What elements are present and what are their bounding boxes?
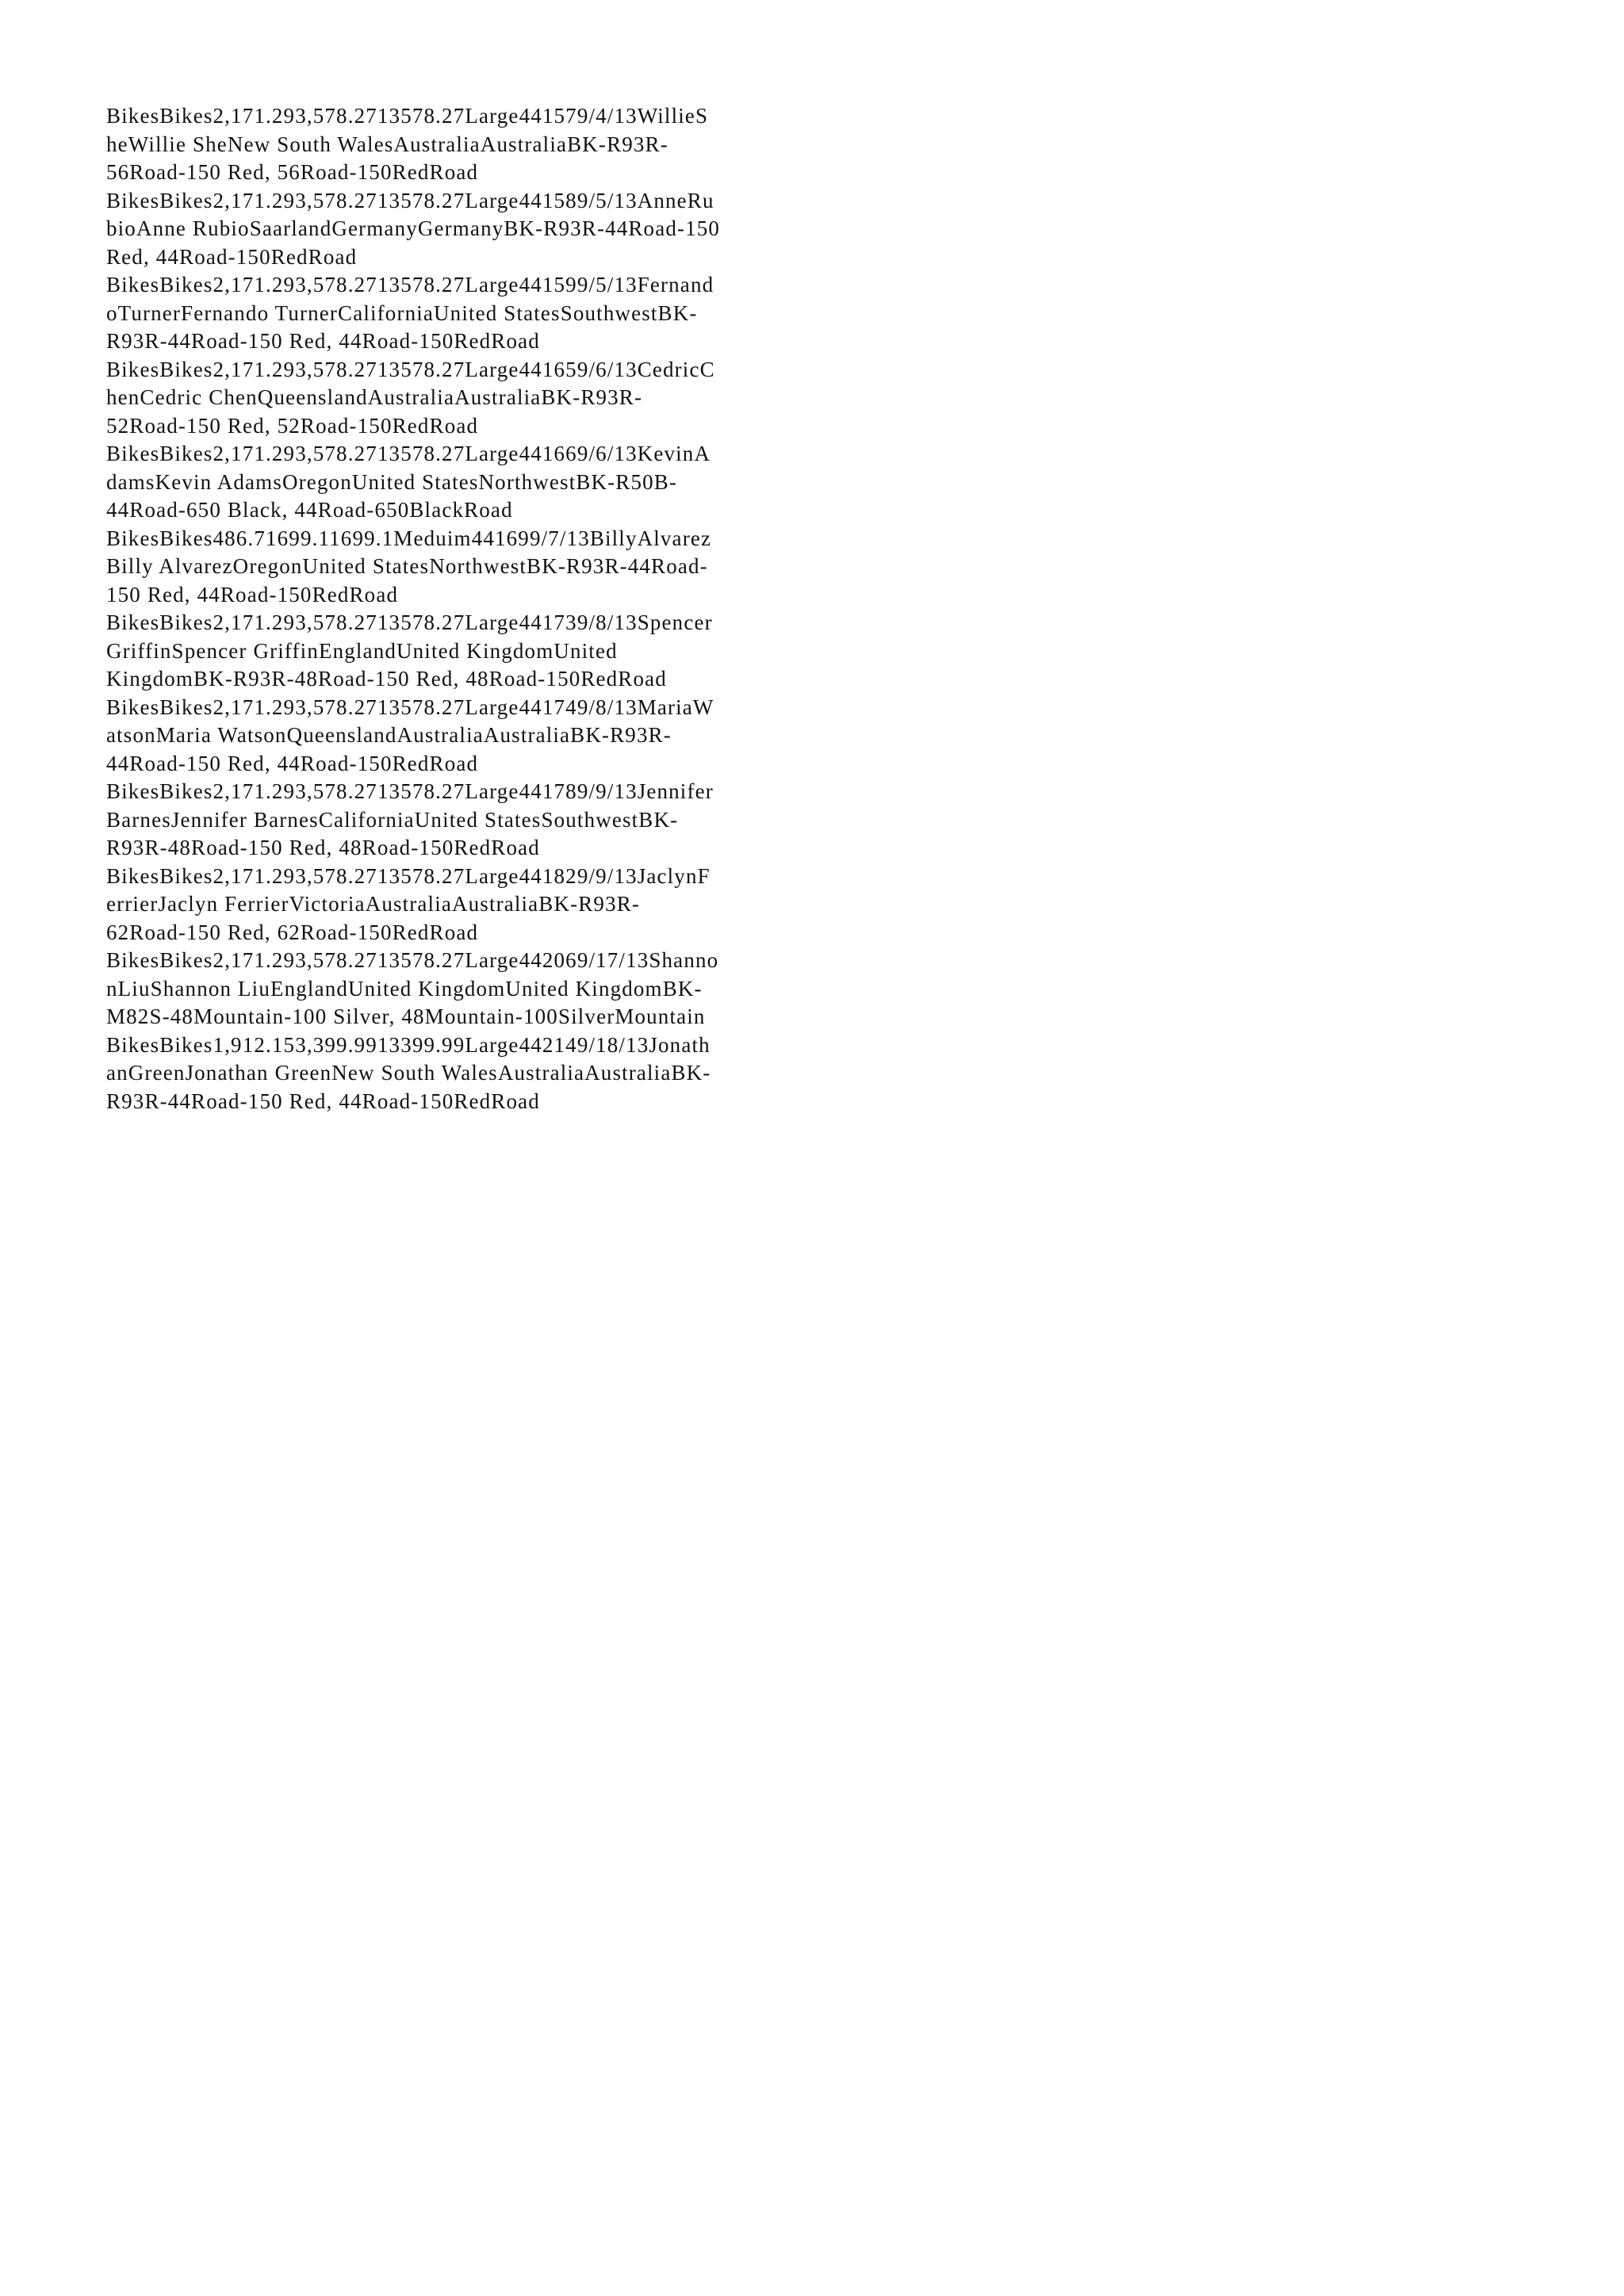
text-line: R93R-44Road-150 Red, 44Road-150RedRoad [106,329,540,353]
text-line: BikesBikes2,171.293,578.2713578.27Large441599/5/13Fernand [106,273,714,297]
text-line: BikesBikes2,171.293,578.2713578.27Large441749/8/13MariaW [106,695,714,719]
text-line: M82S-48Mountain-100 Silver, 48Mountain-100SilverMountain [106,1004,706,1028]
text-line: 150 Red, 44Road-150RedRoad [106,582,399,607]
text-line: nLiuShannon LiuEnglandUnited KingdomUnited KingdomBK- [106,976,703,1001]
text-line: BikesBikes2,171.293,578.2713578.27Large441669/6/13KevinA [106,442,711,465]
document-page [0,0,877,1239]
text-line: oTurnerFernando TurnerCaliforniaUnited StatesSouthwestBK- [106,300,698,325]
text-line: henCedric ChenQueenslandAustraliaAustraliaBK-R93R- [106,385,643,409]
text-line: Red, 44Road-150RedRoad [106,244,358,269]
text-line: BikesBikes2,171.293,578.2713578.27Large441739/8/13Spencer [106,610,713,634]
text-line: damsKevin AdamsOregonUnited StatesNorthwestBK-R50B- [106,469,678,494]
text-line: 52Road-150 Red, 52Road-150RedRoad [106,413,479,438]
text-line: heWillie SheNew South WalesAustraliaAustraliaBK-R93R- [106,132,668,156]
text-line: atsonMaria WatsonQueenslandAustraliaAustraliaBK-R93R- [106,723,672,747]
text-line: BikesBikes486.71699.11699.1Meduim441699/7/13BillyAlvarez [106,526,712,550]
text-line: BikesBikes2,171.293,578.2713578.27Large441789/9/13Jennifer [106,779,714,803]
text-line: GriffinSpencer GriffinEnglandUnited KingdomUnited [106,638,618,663]
text-line: errierJaclyn FerrierVictoriaAustraliaAustraliaBK-R93R- [106,892,641,916]
text-line: KingdomBK-R93R-48Road-150 Red, 48Road-150RedRoad [106,667,667,691]
text-line: BikesBikes2,171.293,578.2713578.27Large441659/6/13CedricC [106,357,715,381]
text-line: BarnesJennifer BarnesCaliforniaUnited StatesSouthwestBK- [106,807,679,832]
text-line: BikesBikes2,171.293,578.2713578.27Large441589/5/13AnneRu [106,188,714,212]
text-line: bioAnne RubioSaarlandGermanyGermanyBK-R93R-44Road-150 [106,216,721,240]
text-line: BikesBikes2,171.293,578.2713578.27Large441829/9/13JaclynF [106,863,710,888]
text-line: Billy AlvarezOregonUnited StatesNorthwestBK-R93R-44Road- [106,554,708,578]
text-line: 44Road-650 Black, 44Road-650BlackRoad [106,498,513,522]
text-line: R93R-48Road-150 Red, 48Road-150RedRoad [106,836,540,859]
text-line: BikesBikes2,171.293,578.2713578.27Large441579/4/13WillieS [106,104,709,128]
text-line: BikesBikes1,912.153,399.9913399.99Large442149/18/13Jonath [106,1032,710,1057]
text-line: anGreenJonathan GreenNew South WalesAustraliaAustraliaBK- [106,1061,711,1085]
text-line: 62Road-150 Red, 62Road-150RedRoad [106,920,479,944]
text-line: R93R-44Road-150 Red, 44Road-150RedRoad [106,1089,540,1113]
text-line: 56Road-150 Red, 56Road-150RedRoad [106,160,479,184]
body-text [106,102,788,1115]
text-line: 44Road-150 Red, 44Road-150RedRoad [106,751,479,775]
text-line: BikesBikes2,171.293,578.2713578.27Large442069/17/13Shanno [106,948,719,972]
